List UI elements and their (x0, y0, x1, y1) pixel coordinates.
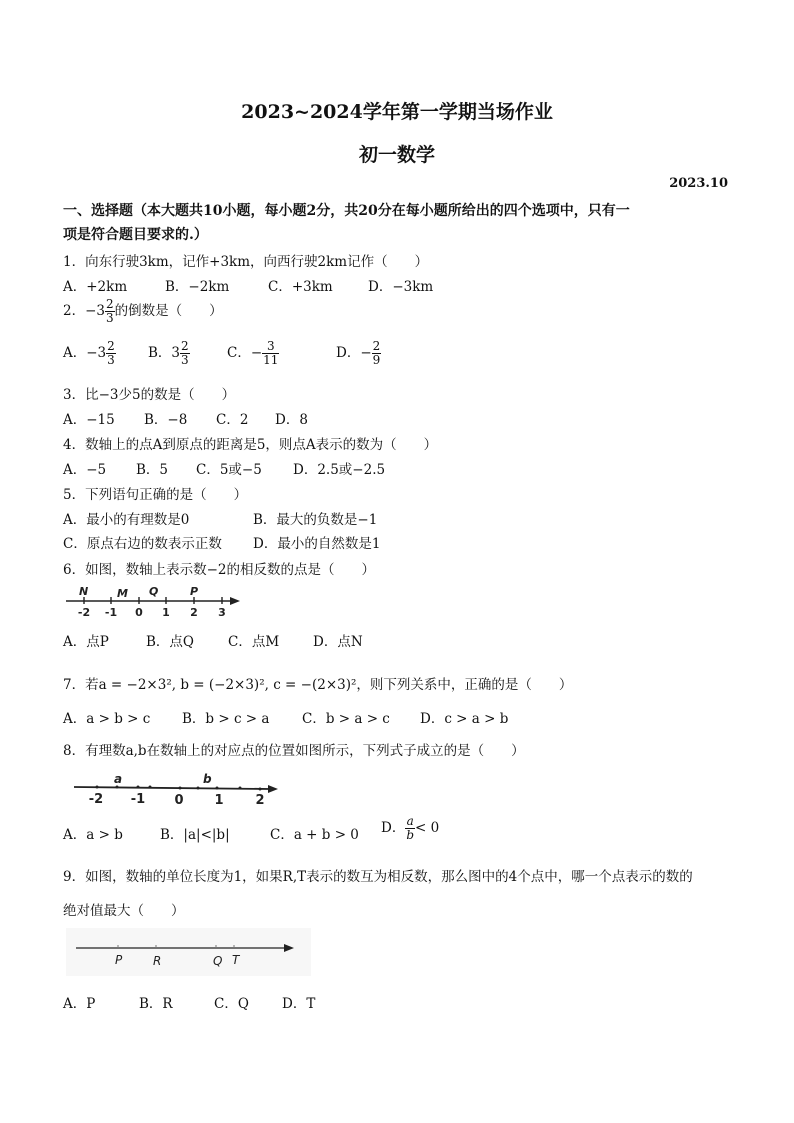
q9-option-d: D．T (282, 996, 316, 1012)
q9-point-q: Q (213, 954, 223, 968)
date-label: 2023.10 (669, 176, 728, 191)
q6-option-a: A．点P (63, 634, 109, 650)
q8-option-c: C．a + b > 0 (270, 827, 359, 843)
q2-option-b: B．3 $\frac{2}{3}$ (148, 339, 189, 367)
q2-stem-prefix: 2．−3 (63, 303, 105, 319)
q8-option-a: A．a > b (63, 827, 123, 843)
section-heading-line1: 一、选择题（本大题共10小题，每小题2分，共20分在每小题所给出的四个选项中，只有一 (63, 203, 630, 219)
section-heading-line2: 项是符合题目要求的.） (63, 227, 208, 243)
q6-tick-label: -2 (77, 606, 91, 619)
q8-option-d: D． $\frac{a}{b}$ < 0 (381, 814, 440, 842)
q6-point-q: Q (149, 585, 159, 598)
q7-option-a: A．a > b > c (63, 711, 151, 727)
q5-option-a: A．最小的有理数是0 (63, 512, 190, 528)
q8-number-line (70, 770, 285, 806)
q6-option-c: C．点M (228, 634, 280, 650)
page-title: 2023~2024学年第一学期当场作业 (241, 101, 553, 123)
q8-tick-label: 2 (255, 793, 265, 806)
q5-option-b: B．最大的负数是−1 (253, 512, 378, 528)
q7-option-c: C．b > a > c (302, 711, 390, 727)
q6-point-n: N (79, 585, 89, 598)
q5-option-d: D．最小的自然数是1 (253, 536, 381, 552)
q9-option-a: A．P (63, 996, 96, 1012)
q6-tick-label: -1 (104, 606, 118, 619)
q6-option-d: D．点N (313, 634, 363, 650)
q9-option-b: B．R (139, 996, 173, 1012)
q1-option-a: A．+2km (63, 279, 128, 295)
q9-point-t: T (232, 953, 240, 967)
q6-stem: 6．如图，数轴上表示数−2的相反数的点是（ ） (63, 562, 375, 578)
q1-stem: 1．向东行驶3km，记作+3km，向西行驶2km记作（ ） (63, 254, 429, 270)
q3-option-d: D．8 (275, 412, 308, 428)
q6-point-p: P (190, 585, 199, 598)
q2-stem-suffix: 的倒数是（ ） (114, 303, 223, 319)
q1-option-b: B．−2km (165, 279, 230, 295)
q9-point-r: R (153, 954, 162, 968)
q6-tick-label: 1 (162, 606, 170, 619)
q2-stem-fraction: $\frac{2}{3}$ (106, 297, 114, 325)
q8-option-b: B．|a|<|b| (160, 827, 230, 843)
q5-stem: 5．下列语句正确的是（ ） (63, 487, 248, 503)
q4-option-d: D．2.5或−2.5 (293, 462, 386, 478)
q8-tick-label: 0 (174, 793, 184, 806)
q9-point-p: P (115, 953, 123, 967)
q8-tick-label: -1 (130, 792, 146, 806)
q8-point-a: a (114, 772, 123, 786)
q1-option-c: C．+3km (268, 279, 333, 295)
q9-number-line (66, 928, 311, 976)
q6-number-line (62, 580, 252, 620)
q7-stem: 7．若a = −2×3², b = (−2×3)², c = −(2×3)²，则下列关系中，正确的是（ ） (63, 677, 573, 693)
q8-point-b: b (203, 772, 212, 786)
q2-option-a: A．−3 $\frac{2}{3}$ (63, 339, 115, 367)
q8-tick-label: 1 (214, 793, 224, 806)
q9-option-c: C．Q (214, 996, 249, 1012)
q4-option-a: A．−5 (63, 462, 107, 478)
q8-tick-label: -2 (88, 792, 104, 806)
q7-option-b: B．b > c > a (182, 711, 270, 727)
q6-option-b: B．点Q (146, 634, 194, 650)
q3-option-c: C．2 (216, 412, 249, 428)
q3-stem: 3．比−3少5的数是（ ） (63, 387, 236, 403)
q2-stem (63, 298, 223, 325)
page-subtitle: 初一数学 (358, 144, 435, 166)
q9-stem-line1: 9．如图，数轴的单位长度为1，如果R,T表示的数互为相反数，那么图中的4个点中，哪一个点表示的数的 (63, 869, 693, 885)
q4-stem: 4．数轴上的点A到原点的距离是5，则点A表示的数为（ ） (63, 437, 438, 453)
q6-tick-label: 3 (218, 606, 226, 619)
q2-option-d: D．− $\frac{2}{9}$ (336, 339, 381, 367)
q2-option-c: C．− $\frac{3}{11}$ (227, 339, 279, 367)
q4-option-b: B．5 (136, 462, 169, 478)
q8-stem: 8．有理数a,b在数轴上的对应点的位置如图所示，下列式子成立的是（ ） (63, 743, 525, 759)
q4-option-c: C．5或−5 (196, 462, 262, 478)
q7-option-d: D．c > a > b (420, 711, 509, 727)
q1-option-d: D．−3km (368, 279, 434, 295)
q6-tick-label: 2 (190, 606, 198, 619)
q6-point-m: M (117, 587, 128, 600)
q6-tick-label: 0 (135, 606, 143, 619)
q3-option-b: B．−8 (144, 412, 188, 428)
q9-stem-line2: 绝对值最大（ ） (63, 903, 185, 919)
q3-option-a: A．−15 (63, 412, 115, 428)
q5-option-c: C．原点右边的数表示正数 (63, 536, 222, 552)
